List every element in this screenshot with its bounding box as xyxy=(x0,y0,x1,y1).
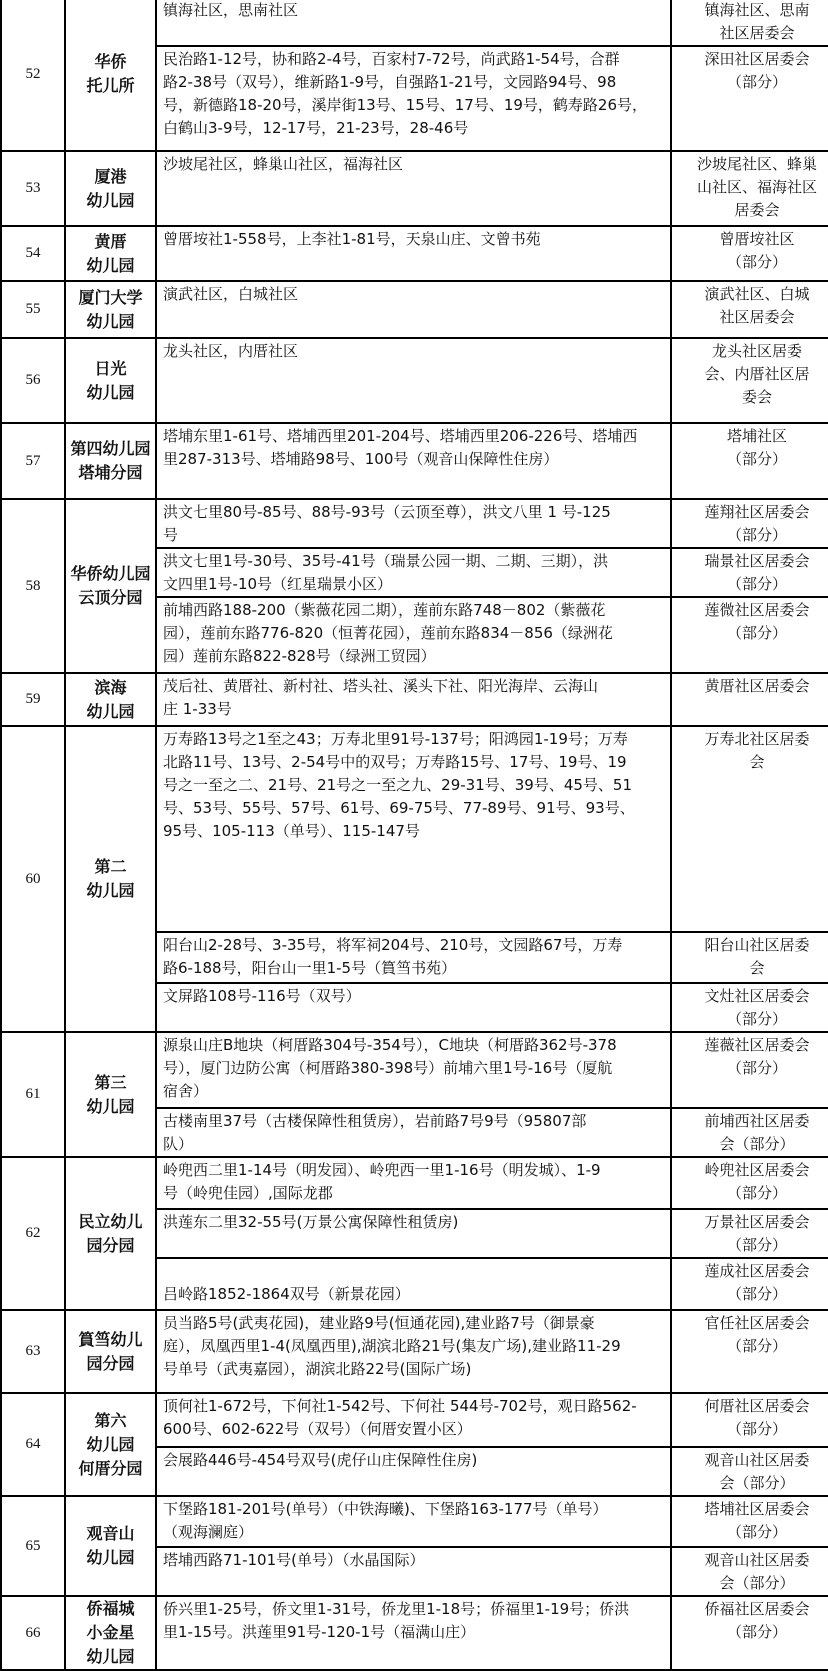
scope-line: 茂后社、黄厝社、新村社、塔头社、溪头下社、阳光海岸、云海山 xyxy=(163,677,599,695)
table-row xyxy=(1,338,828,423)
community-committee xyxy=(671,548,828,597)
kindergarten-name: 第四幼儿园 塔埔分园 xyxy=(65,423,156,499)
row-number: 54 xyxy=(1,226,65,281)
kindergarten-name: 华侨 托儿所 xyxy=(65,0,156,151)
scope-line: 文四里1号-10号（红星瑞景小区） xyxy=(163,575,393,593)
committee-line: 侨福社区居委会 xyxy=(704,1600,810,1618)
table-row xyxy=(1,281,828,338)
enrollment-scope xyxy=(156,1310,671,1393)
community-committee xyxy=(671,499,828,548)
row-number: 62 xyxy=(1,1157,65,1310)
scope-line: 里287-313号、塔埔路98号、100号（观音山保障性住房） xyxy=(163,450,559,468)
committee-line: 万景社区居委会 xyxy=(704,1213,810,1231)
enrollment-scope xyxy=(156,151,671,226)
committee-line: 黄厝社区居委会 xyxy=(704,677,810,695)
enrollment-scope xyxy=(156,1157,671,1209)
committee-line: 社区居委会 xyxy=(719,308,795,326)
community-committee xyxy=(671,1547,828,1596)
community-committee xyxy=(671,1447,828,1496)
scope-line: 演武社区，白城社区 xyxy=(163,285,299,303)
committee-line: 莲翔社区居委会 xyxy=(704,503,810,521)
scope-line: 队） xyxy=(163,1135,194,1153)
enrollment-scope xyxy=(156,0,671,46)
scope-line: 塔埔东里1-61号、塔埔西里201-204号、塔埔西里206-226号、塔埔西 xyxy=(163,427,638,445)
scope-line: 园），莲前东路776-820（恒菁花园），莲前东路834－856（绿洲花 xyxy=(163,624,613,642)
scope-line: 沙坡尾社区，蜂巢山社区，福海社区 xyxy=(163,155,404,173)
committee-line: 曾厝垵社区 xyxy=(719,230,795,248)
committee-line: 会（部分） xyxy=(719,1474,795,1492)
scope-line: 员当路5号(武夷花园)，建业路9号(恒通花园),建业路7号（御景豪 xyxy=(163,1314,595,1332)
enrollment-scope xyxy=(156,1447,671,1496)
community-committee xyxy=(671,1393,828,1447)
enrollment-scope xyxy=(156,423,671,499)
enrollment-scope xyxy=(156,1032,671,1108)
scope-line: 吕岭路1852-1864双号（新景花园） xyxy=(163,1285,410,1303)
enrollment-scope xyxy=(156,726,671,932)
committee-line: 塔埔社区 xyxy=(726,427,787,445)
scope-line: 曾厝垵社1-558号，上李社1-81号，天泉山庄、文曾书苑 xyxy=(163,230,541,248)
community-committee xyxy=(671,983,828,1032)
table-row xyxy=(1,151,828,226)
enrollment-scope xyxy=(156,1393,671,1447)
scope-line: 侨兴里1-25号，侨文里1-31号，侨龙里1-18号；侨福里1-19号；侨洪 xyxy=(163,1600,630,1618)
committee-line: 镇海社区、思南 xyxy=(704,1,810,19)
scope-line: 庄 1-33号 xyxy=(163,700,232,718)
row-number: 55 xyxy=(1,281,65,338)
committee-line: 观音山社区居委 xyxy=(704,1451,810,1469)
committee-line: 社区居委会 xyxy=(719,24,795,42)
table-row xyxy=(1,1157,828,1209)
scope-line: 万寿路13号之1至之43；万寿北里91号-137号；阳鸿园1-19号；万寿 xyxy=(163,730,628,748)
scope-line: 阳台山2-28号、3-35号，将军祠204号、210号，文园路67号，万寿 xyxy=(163,936,623,954)
community-committee xyxy=(671,226,828,281)
enrollment-scope xyxy=(156,548,671,597)
committee-line: （部分） xyxy=(726,526,787,544)
scope-line: 文屏路108号-116号（双号） xyxy=(163,987,361,1005)
table-row xyxy=(1,226,828,281)
committee-line: 莲薇社区居委会 xyxy=(704,1036,810,1054)
enrollment-scope xyxy=(156,338,671,423)
row-number: 64 xyxy=(1,1393,65,1496)
committee-line: 前埔西社区居委 xyxy=(704,1112,810,1130)
committee-line: 龙头社区居委 xyxy=(711,342,802,360)
committee-line: 万寿北社区居委 xyxy=(704,730,810,748)
scope-line: 北路11号、13号、2-54号中的双号；万寿路15号、17号、19号、19 xyxy=(163,753,627,771)
community-committee xyxy=(671,1596,828,1670)
enrollment-scope xyxy=(156,597,671,673)
table-row xyxy=(1,1310,828,1393)
community-committee xyxy=(671,1157,828,1209)
table-row xyxy=(1,1393,828,1447)
row-number: 66 xyxy=(1,1596,65,1670)
scope-line: 路6-188号，阳台山一里1-5号（篔筜书苑） xyxy=(163,959,457,977)
kindergarten-name: 第三 幼儿园 xyxy=(65,1032,156,1157)
kindergarten-name: 滨海 幼儿园 xyxy=(65,673,156,726)
committee-line: （部分） xyxy=(726,1420,787,1438)
scope-line: 路2-38号（双号），维新路1-9号，自强路1-21号，文园路94号、98 xyxy=(163,73,617,91)
committee-line: （部分） xyxy=(726,1623,787,1641)
community-committee xyxy=(671,932,828,983)
scope-line: 顶何社1-672号，下何社1-542号、下何社 544号-702号，观日路562- xyxy=(163,1397,637,1415)
scope-line: 下堡路181-201号(单号）（中铁海曦)、下堡路163-177号（单号） xyxy=(163,1500,608,1518)
table-row xyxy=(1,726,828,932)
row-number: 57 xyxy=(1,423,65,499)
committee-line: 莲微社区居委会 xyxy=(704,601,810,619)
enrollment-scope xyxy=(156,226,671,281)
community-committee xyxy=(671,1108,828,1157)
committee-line: （部分） xyxy=(726,253,787,271)
community-committee xyxy=(671,281,828,338)
row-number: 52 xyxy=(1,0,65,151)
community-committee xyxy=(671,726,828,932)
enrollment-scope xyxy=(156,673,671,726)
row-number: 61 xyxy=(1,1032,65,1157)
committee-line: 深田社区居委会 xyxy=(704,50,810,68)
row-number: 58 xyxy=(1,499,65,673)
committee-line: （部分） xyxy=(726,1285,787,1303)
community-committee xyxy=(671,1032,828,1108)
scope-line: 岭兜西二里1-14号（明发园）、岭兜西一里1-16号（明发城）、1-9 xyxy=(163,1161,601,1179)
scope-line: 宿舍） xyxy=(163,1082,209,1100)
scope-line: 庭），凤凰西里1-4(凤凰西里),湖滨北路21号(集友广场),建业路11-29 xyxy=(163,1337,621,1355)
scope-line: 古楼南里37号（古楼保障性租赁房），岩前路7号9号（95807部 xyxy=(163,1112,587,1130)
enrollment-scope xyxy=(156,1258,671,1310)
row-number: 53 xyxy=(1,151,65,226)
committee-line: 会（部分） xyxy=(719,1574,795,1592)
scope-line: 号、53号、55号、57号、61号、69-75号、77-89号、91号、93号、 xyxy=(163,799,635,817)
committee-line: （部分） xyxy=(726,624,787,642)
enrollment-scope xyxy=(156,983,671,1032)
community-committee xyxy=(671,423,828,499)
scope-line: 源泉山庄B地块（柯厝路304号-354号），C地块（柯厝路362号-378 xyxy=(163,1036,617,1054)
scope-line: 会展路446号-454号双号(虎仔山庄保障性住房) xyxy=(163,1451,478,1469)
kindergarten-name: 日光 幼儿园 xyxy=(65,338,156,423)
committee-line: 沙坡尾社区、蜂巢 xyxy=(696,155,817,173)
enrollment-scope xyxy=(156,499,671,548)
row-number: 60 xyxy=(1,726,65,1032)
community-committee xyxy=(671,0,828,46)
scope-line: 号之一至之二、21号、21号之一至之九、29-31号、39号、45号、51 xyxy=(163,776,633,794)
committee-line: （部分） xyxy=(726,1059,787,1077)
community-committee xyxy=(671,338,828,423)
enrollment-scope xyxy=(156,1547,671,1596)
table-row xyxy=(1,673,828,726)
committee-line: （部分） xyxy=(726,73,787,91)
committee-line: 文灶社区居委会 xyxy=(704,987,810,1005)
committee-line: （部分） xyxy=(726,1337,787,1355)
committee-line: 观音山社区居委 xyxy=(704,1551,810,1569)
committee-line: 委会 xyxy=(741,388,772,406)
row-number: 65 xyxy=(1,1496,65,1596)
enrollment-scope xyxy=(156,932,671,983)
scope-line xyxy=(163,1260,670,1283)
committee-line: （部分） xyxy=(726,575,787,593)
scope-line: 前埔西路188-200（紫薇花园二期），莲前东路748－802（紫薇花 xyxy=(163,601,606,619)
table-body xyxy=(1,0,828,1670)
committee-line: 会 xyxy=(749,959,765,977)
committee-line: （部分） xyxy=(726,1010,787,1028)
kindergarten-name: 第二 幼儿园 xyxy=(65,726,156,1032)
community-committee xyxy=(671,46,828,151)
scope-line: （观海澜庭） xyxy=(163,1523,254,1541)
scope-line: 号，新德路18-20号，溪岸街13号、15号、17号、19号，鹤寿路26号， xyxy=(163,96,648,114)
enrollment-scope xyxy=(156,1209,671,1258)
kindergarten-name: 篔筜幼儿 园分园 xyxy=(65,1310,156,1393)
scope-line: 民治路1-12号，协和路2-4号，百家村7-72号，尚武路1-54号，合群 xyxy=(163,50,620,68)
kindergarten-name: 观音山 幼儿园 xyxy=(65,1496,156,1596)
table-row xyxy=(1,423,828,499)
table-row xyxy=(1,1032,828,1108)
community-committee xyxy=(671,151,828,226)
scope-line: 里1-15号。洪莲里91号-120-1号（福满山庄） xyxy=(163,1623,476,1641)
enrollment-scope xyxy=(156,1108,671,1157)
scope-line: 龙头社区，内厝社区 xyxy=(163,342,299,360)
committee-line: 何厝社区居委会 xyxy=(704,1397,810,1415)
committee-line: 岭兜社区居委会 xyxy=(704,1161,810,1179)
enrollment-scope xyxy=(156,46,671,151)
kindergarten-name: 侨福城 小金星 幼儿园 xyxy=(65,1596,156,1670)
committee-line: 瑞景社区居委会 xyxy=(704,552,810,570)
scope-line: 白鹤山3-9号，12-17号，21-23号，28-46号 xyxy=(163,119,469,137)
row-number: 56 xyxy=(1,338,65,423)
enrollment-scope xyxy=(156,281,671,338)
scope-line: 洪莲东二里32-55号(万景公寓保障性租赁房) xyxy=(163,1213,459,1231)
community-committee xyxy=(671,1209,828,1258)
community-committee xyxy=(671,673,828,726)
committee-line: 居委会 xyxy=(734,201,780,219)
committee-line: （部分） xyxy=(726,450,787,468)
scope-line: 号 xyxy=(163,526,179,544)
scope-line: 号），厦门边防公寓（柯厝路380-398号）前埔六里1号-16号（厦航 xyxy=(163,1059,613,1077)
row-number: 63 xyxy=(1,1310,65,1393)
community-committee xyxy=(671,1258,828,1310)
committee-line: （部分） xyxy=(726,1184,787,1202)
committee-line: 塔埔社区居委会 xyxy=(704,1500,810,1518)
table-row xyxy=(1,1596,828,1670)
scope-line: 号（岭兜佳园）,国际龙郡 xyxy=(163,1184,333,1202)
scope-line: 镇海社区，思南社区 xyxy=(163,1,299,19)
kindergarten-name: 厦门大学 幼儿园 xyxy=(65,281,156,338)
kindergarten-name: 第六 幼儿园 何厝分园 xyxy=(65,1393,156,1496)
enrollment-scope xyxy=(156,1496,671,1547)
community-committee xyxy=(671,597,828,673)
committee-line: 会（部分） xyxy=(719,1135,795,1153)
table-row xyxy=(1,1496,828,1547)
committee-line: 阳台山社区居委 xyxy=(704,936,810,954)
kindergarten-name: 黄厝 幼儿园 xyxy=(65,226,156,281)
table-row xyxy=(1,499,828,548)
scope-line: 号单号（武夷嘉园），湖滨北路22号(国际广场) xyxy=(163,1360,472,1378)
kindergarten-name: 华侨幼儿园 云顶分园 xyxy=(65,499,156,673)
table-row xyxy=(1,0,828,46)
committee-line: 山社区、福海社区 xyxy=(696,178,817,196)
committee-line: （部分） xyxy=(726,1523,787,1541)
scope-line: 园）莲前东路822-828号（绿洲工贸园） xyxy=(163,647,436,665)
community-committee xyxy=(671,1310,828,1393)
scope-line: 塔埔西路71-101号(单号）（水晶国际） xyxy=(163,1551,425,1569)
committee-line: 演武社区、白城 xyxy=(704,285,810,303)
committee-line: （部分） xyxy=(726,1236,787,1254)
committee-line: 会 xyxy=(749,753,765,771)
scope-line: 95号、105-113（单号）、115-147号 xyxy=(163,822,420,840)
enrollment-scope xyxy=(156,1596,671,1670)
kindergarten-name: 厦港 幼儿园 xyxy=(65,151,156,226)
community-committee xyxy=(671,1496,828,1547)
row-number: 59 xyxy=(1,673,65,726)
scope-line: 600号、602-622号（双号）（何厝安置小区） xyxy=(163,1420,472,1438)
committee-line: 会、内厝社区居 xyxy=(704,365,810,383)
committee-line: 莲成社区居委会 xyxy=(704,1262,810,1280)
scope-line: 洪文七里1号-30号、35号-41号（瑞景公园一期、二期、三期），洪 xyxy=(163,552,609,570)
kindergarten-name: 民立幼儿 园分园 xyxy=(65,1157,156,1310)
committee-line: 官任社区居委会 xyxy=(704,1314,810,1332)
scope-line: 洪文七里80号-85号、88号-93号（云顶至尊），洪文八里 1 号-125 xyxy=(163,503,611,521)
